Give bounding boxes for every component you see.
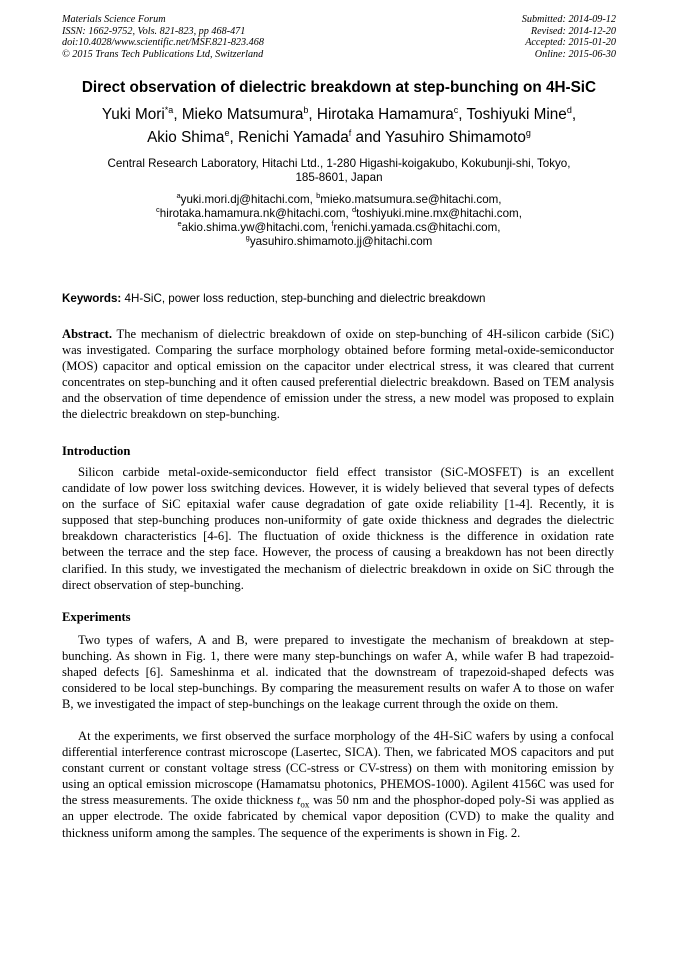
author-separator: , xyxy=(571,106,577,123)
email-mark: e xyxy=(177,219,182,229)
abstract-label: Abstract. xyxy=(62,327,113,341)
header-journal-name: Materials Science Forum xyxy=(62,14,166,25)
email-address: renichi.yamada.cs@hitachi.com, xyxy=(333,221,501,234)
author-name: Yuki Mori xyxy=(101,106,165,123)
header-copyright: © 2015 Trans Tech Publications Ltd, Switzerland xyxy=(62,48,264,60)
author-affiliation-mark: b xyxy=(303,104,309,115)
email-address: mieko.matsumura.se@hitachi.com, xyxy=(320,193,502,206)
oxide-thickness-symbol: t xyxy=(296,793,301,808)
abstract xyxy=(62,326,614,423)
affiliation-line: 185-8601, Japan xyxy=(295,171,383,184)
author-affiliation-mark: d xyxy=(566,104,572,115)
author-name: Toshiyuki Mine xyxy=(466,106,567,123)
author-affiliation-mark: c xyxy=(453,104,459,115)
author-separator: , xyxy=(308,106,317,123)
author-affiliation-mark: f xyxy=(348,127,352,138)
email-address: yuki.mori.dj@hitachi.com, xyxy=(180,193,317,206)
affiliation-line: Central Research Laboratory, Hitachi Ltd., 1-280 Higashi-koigakubo, Kokubunji-shi, Tokyo, xyxy=(107,157,571,170)
experiments-paragraph-1: Two types of wafers, A and B, were prepared to investigate the mechanism of breakdown at step-bunching. As shown in Fig. 1, there were many step-bunchings on wafer A, while wafer B had trapezoid-shaped defects [6]. Sameshinma et al. indicated that the downstream of trapezoid-shaped defects was considered to be local step-bunchings. By comparing the measurement results on wafer A to those on wafer B, we investigated the impact of step-bunchings on the leakage current through the oxide on them. xyxy=(62,633,614,712)
experiments-text: At the experiments, we first observed the surface morphology of the 4H-SiC wafers by using a confocal differential interference contrast microscope (Lasertec, SICA). Then, we fabricated MOS capacitors and put constant current or constant voltage stress (CC-stress or CV-stress) on them with monitoring emission by using an optical emission microscope (Hamamatsu photonics, PHEMOS-1000). Agilent 4156C was used for the stress measurements. The oxide thickness xyxy=(62,729,614,808)
header-online: Online: 2015-06-30 xyxy=(534,48,616,60)
author-name: Renichi Yamada xyxy=(237,129,349,146)
email-address: hirotaka.hamamura.nk@hitachi.com, xyxy=(159,207,352,220)
header-revised: Revised: 2014-12-20 xyxy=(530,25,616,37)
email-address: yasuhiro.shimamoto.jj@hitachi.com xyxy=(249,235,433,248)
paper-title: Direct observation of dielectric breakdown at step-bunching on 4H-SiC xyxy=(81,79,597,96)
author-affiliation xyxy=(62,157,616,185)
header-publication-info xyxy=(62,14,264,60)
author-separator: , xyxy=(458,106,467,123)
author-separator: and xyxy=(351,129,386,146)
experiments-heading: Experiments xyxy=(62,610,131,624)
oxide-thickness-subscript: ox xyxy=(300,799,310,810)
keywords-text: 4H-SiC, power loss reduction, step-bunching and dielectric breakdown xyxy=(121,292,486,305)
author-name: Yasuhiro Shimamoto xyxy=(385,129,526,146)
abstract-text: The mechanism of dielectric breakdown of oxide on step-bunching of 4H-silicon carbide (SiC) was investigated. Comparing the surface morphology obtained before forming metal-oxide-semiconductor (MOS) capacitor and optical emission on the capacitor under electrical stress, it was cleared that current concentrates on step-bunching and it often caused preferential dielectric breakdown. Based on TEM analysis and the observation of time dependence of emission under the stress, a new model was proposed to explain the dielectric breakdown on step-bunching. xyxy=(62,327,614,422)
email-address: akio.shima.yw@hitachi.com, xyxy=(181,221,332,234)
keywords xyxy=(62,292,616,305)
header-submitted: Submitted: 2014-09-12 xyxy=(521,14,616,25)
experiments-text: was 50 nm and the phosphor-doped poly-Si was applied as an upper electrode. The oxide fabricated by chemical vapor deposition (CVD) to make the quality and thickness uniform among the samples. The sequence of the experiments is shown in Fig. 2. xyxy=(62,793,615,840)
keywords-label: Keywords: xyxy=(62,292,122,305)
introduction-paragraph: Silicon carbide metal-oxide-semiconductor field effect transistor (SiC-MOSFET) is an excellent candidate of low power loss switching devices. However, it is widely believed that several types of defects on the surface of SiC epitaxial wafer cause degradation of gate oxide reliability [1-4]. Recently, it is supposed that step-bunching produces non-uniformity of gate oxide thickness and degrades the dielectric breakdown characteristics [4-6]. The fluctuation of oxide thickness is the difference in oxidation rate between the terrace and the step face. However, the process of causing a breakdown has not been directly clarified. In this study, we investigated the mechanism of dielectric breakdown in oxide on SiC through the direct observation of step-bunching. xyxy=(62,465,614,592)
email-mark: f xyxy=(331,219,334,229)
introduction-heading: Introduction xyxy=(62,444,131,458)
email-address: toshiyuki.mine.mx@hitachi.com, xyxy=(356,207,522,220)
author-separator: , xyxy=(173,106,182,123)
author-emails xyxy=(62,193,616,249)
author-affiliation-mark: e xyxy=(224,127,230,138)
header-accepted: Accepted: 2015-01-20 xyxy=(525,37,616,49)
header-doi: doi:10.4028/www.scientific.net/MSF.821-823.468 xyxy=(62,37,264,49)
email-mark: b xyxy=(316,191,321,201)
author-name: Akio Shima xyxy=(147,129,225,146)
email-mark: g xyxy=(245,233,250,243)
header-issn: ISSN: 1662-9752, Vols. 821-823, pp 468-471 xyxy=(62,25,246,37)
author-list xyxy=(40,103,638,149)
author-separator: , xyxy=(229,129,238,146)
author-name: Mieko Matsumura xyxy=(181,106,304,123)
author-name: Hirotaka Hamamura xyxy=(316,106,454,123)
header-dates xyxy=(522,14,616,60)
experiments-paragraph-2 xyxy=(62,728,614,841)
email-mark: c xyxy=(156,205,160,215)
email-mark: a xyxy=(176,191,181,201)
author-affiliation-mark: g xyxy=(525,127,531,138)
author-affiliation-mark: *a xyxy=(164,104,174,115)
email-mark: d xyxy=(352,205,357,215)
